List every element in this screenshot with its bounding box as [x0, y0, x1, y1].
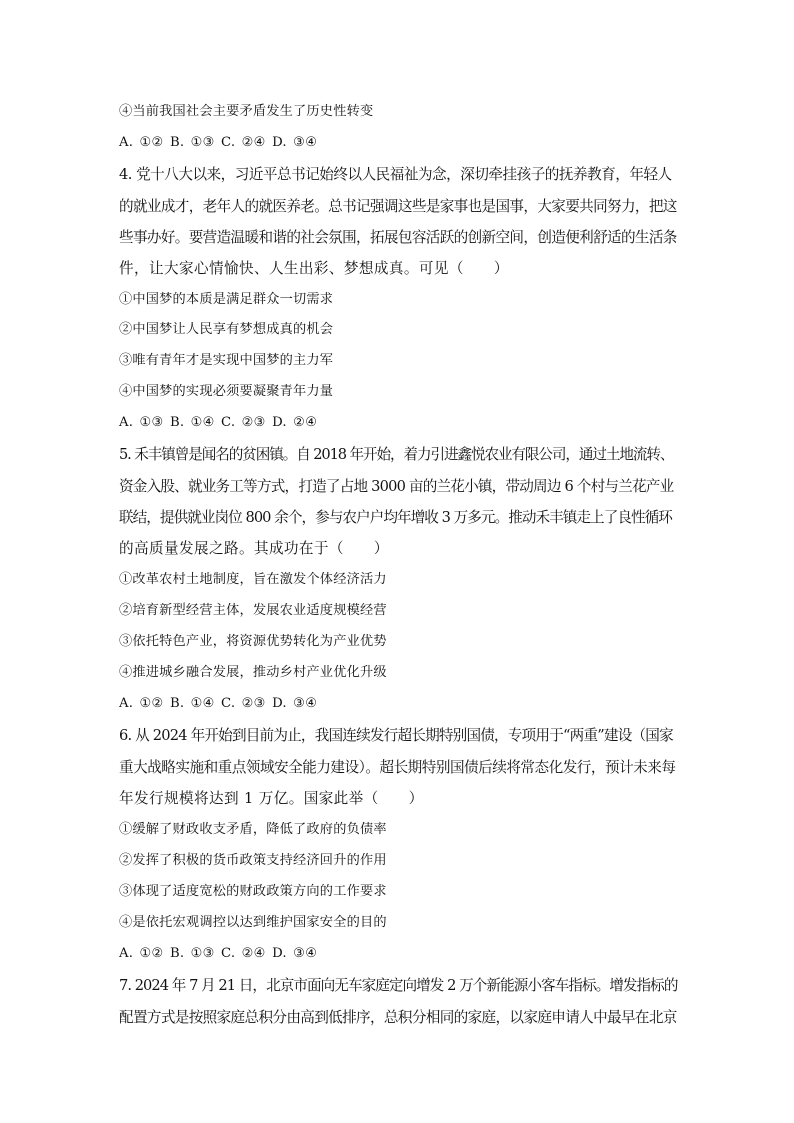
q6-stem-line-1: 6. 从 2024 年开始到目前为止，我国连续发行超长期特别国债，专项用于“两重”建设（国家	[119, 727, 673, 744]
q5-stem-line-4: 的高质量发展之路。其成功在于（ ）	[119, 540, 389, 557]
q6-option-2: ②发挥了积极的货币政策支持经济回升的作用	[119, 853, 387, 868]
q5-stem-line-2: 资金入股、就业务工等方式，打造了占地 3000 亩的兰花小镇，带动周边 6 个村与兰花产业	[119, 478, 674, 495]
q4-stem-line-3: 些事办好。要营造温暖和谐的社会氛围，拓展包容活跃的创新空间，创造便利舒适的生活条	[119, 229, 677, 246]
q4-option-2: ②中国梦让人民享有梦想成真的机会	[119, 322, 334, 337]
q6-stem-line-2: 重大战略实施和重点领域安全能力建设）。超长期特别国债后续将常态化发行，预计未来每	[119, 759, 676, 776]
q4-option-4: ④中国梦的实现必须要凝聚青年力量	[119, 384, 334, 399]
q4-stem-line-1: 4. 党十八大以来，习近平总书记始终以人民福祉为念，深切牵挂孩子的抚养教育，年轻人	[119, 166, 672, 183]
q6-option-4: ④是依托宏观调控以达到维护国家安全的目的	[119, 915, 387, 930]
q3-option-4: ④当前我国社会主要矛盾发生了历史性转变	[119, 104, 374, 119]
q6-answer-choices: A. ①② B. ①③ C. ②④ D. ③④	[119, 946, 318, 961]
q6-option-1: ①缓解了财政收支矛盾，降低了政府的负债率	[119, 822, 387, 837]
q7-stem-line-1: 7. 2024 年 7 月 21 日，北京市面向无车家庭定向增发 2 万个新能源小客车指标。增发指标的	[119, 977, 678, 994]
q5-option-2: ②培育新型经营主体，发展农业适度规模经营	[119, 603, 387, 618]
q5-answer-choices: A. ①② B. ①④ C. ②③ D. ③④	[119, 696, 318, 711]
q4-option-1: ①中国梦的本质是满足群众一切需求	[119, 292, 334, 307]
q7-stem-line-2: 配置方式是按照家庭总积分由高到低排序，总积分相同的家庭，以家庭申请人中最早在北京	[119, 1009, 677, 1026]
q5-stem-line-3: 联结，提供就业岗位 800 余个，参与农户户均年增收 3 万多元。推动禾丰镇走上了良性循环	[119, 509, 672, 526]
q4-answer-choices: A. ①③ B. ①④ C. ②③ D. ②④	[119, 415, 318, 430]
q5-option-4: ④推进城乡融合发展，推动乡村产业优化升级	[119, 665, 387, 680]
q5-stem-line-1: 5. 禾丰镇曾是闻名的贫困镇。自 2018 年开始，着力引进鑫悦农业有限公司，通过土地流转、	[119, 446, 674, 463]
q5-option-1: ①改革农村土地制度，旨在激发个体经济活力	[119, 572, 387, 587]
q4-stem-line-4: 件，让大家心情愉快、人生出彩、梦想成真。可见（ ）	[119, 260, 509, 277]
q5-option-3: ③依托特色产业，将资源优势转化为产业优势	[119, 634, 387, 649]
q4-option-3: ③唯有青年才是实现中国梦的主力军	[119, 353, 334, 368]
q3-answer-choices: A. ①② B. ①③ C. ②④ D. ③④	[119, 135, 318, 150]
q6-stem-line-3: 年发行规模将达到 1 万亿。国家此举（ ）	[119, 790, 424, 807]
q4-stem-line-2: 的就业成才，老年人的就医养老。总书记强调这些是家事也是国事，大家要共同努力，把这	[119, 198, 677, 215]
q6-option-3: ③体现了适度宽松的财政政策方向的工作要求	[119, 884, 387, 899]
